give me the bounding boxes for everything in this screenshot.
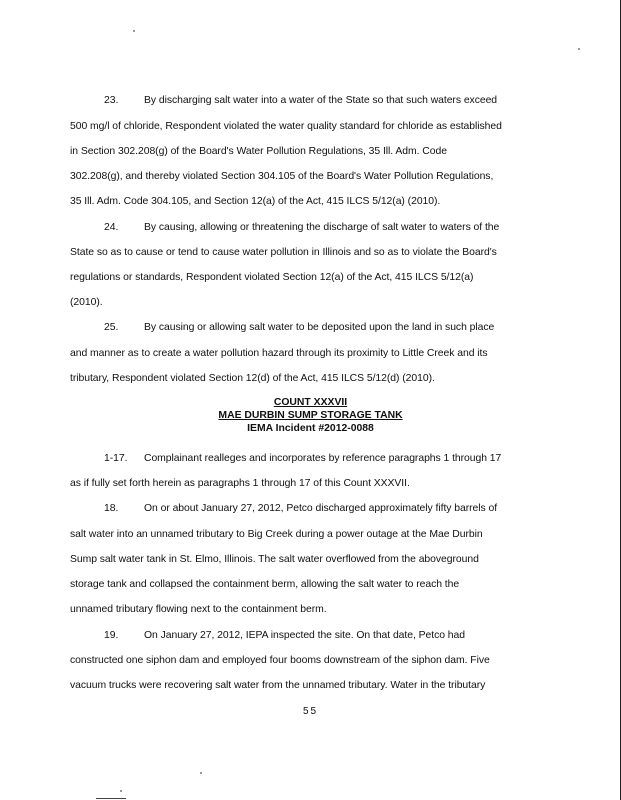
paragraph-18-line-1: 18. On or about January 27, 2012, Petco discharged approximately fifty barrels of [104,503,498,514]
paragraph-1-17-line-1: 1-17. Complainant realleges and incorporates by reference paragraphs 1 through 17 [104,453,502,464]
paragraph-24-line-1: 24. By causing, allowing or threatening the discharge of salt water to waters of the [104,222,500,233]
paragraph-1-17-line-2: as if fully set forth herein as paragraphs 1 through 17 of this Count XXXVII. [70,478,410,489]
paragraph-18-line-4: storage tank and collapsed the containment berm, allowing the salt water to reach the [70,579,460,590]
paragraph-18-line-5: unnamed tributary flowing next to the containment berm. [70,604,327,615]
paragraph-25-line-2: and manner as to create a water pollution hazard through its proximity to Little Creek and its [70,348,488,359]
paragraph-24-line-3: regulations or standards, Respondent violated Section 12(a) of the Act, 415 ILCS 5/12(a) [70,272,474,283]
scan-speck [578,48,580,50]
scan-speck [120,790,122,792]
paragraph-18-line-2: salt water into an unnamed tributary to Big Creek during a power outage at the Mae Durbin [70,529,483,540]
paragraph-19-line-2: constructed one siphon dam and employed four booms downstream of the siphon dam. Five [70,655,490,666]
paragraph-number: 24. [104,222,119,233]
paragraph-24-line-4: (2010). [70,297,103,308]
count-heading: COUNT XXXVII [273,397,348,408]
paragraph-19-line-3: vacuum trucks were recovering salt water from the unnamed tributary. Water in the tributary [70,680,486,691]
paragraph-number: 23. [104,95,119,106]
paragraph-23-line-5: 35 Ill. Adm. Code 304.105, and Section 12(a) of the Act, 415 ILCS 5/12(a) (2010). [70,196,441,207]
paragraph-23-line-1: 23. By discharging salt water into a water of the State so that such waters exceed [104,95,498,106]
paragraph-number: 1-17. [104,453,128,464]
paragraph-number: 25. [104,322,119,333]
paragraph-19-line-1: 19. On January 27, 2012, IEPA inspected the site. On that date, Petco had [104,630,465,641]
paragraph-23-line-2: 500 mg/l of chloride, Respondent violated the water quality standard for chloride as established [70,121,502,132]
page-number: 55 [302,706,319,717]
scan-speck [200,772,202,774]
paragraph-25-line-3: tributary, Respondent violated Section 12(d) of the Act, 415 ILCS 5/12(d) (2010). [70,373,435,384]
paragraph-23-line-3: in Section 302.208(g) of the Board's Water Pollution Regulations, 35 Ill. Adm. Code [70,146,447,157]
paragraph-25-line-1: 25. By causing or allowing salt water to be deposited upon the land in such place [104,322,495,333]
paragraph-23-line-4: 302.208(g), and thereby violated Section 304.105 of the Board's Water Pollution Regulations, [70,171,494,182]
scan-edge-mark [96,798,126,799]
paragraph-number: 19. [104,630,119,641]
paragraph-18-line-3: Sump salt water tank in St. Elmo, Illinois. The salt water overflowed from the aboveground [70,554,479,565]
count-title: MAE DURBIN SUMP STORAGE TANK [218,410,403,421]
incident-number: IEMA Incident #2012-0088 [247,423,374,434]
paragraph-number: 18. [104,503,119,514]
scan-speck [133,30,135,32]
paragraph-24-line-2: State so as to cause or tend to cause water pollution in Illinois and so as to violate the Board's [70,247,497,258]
